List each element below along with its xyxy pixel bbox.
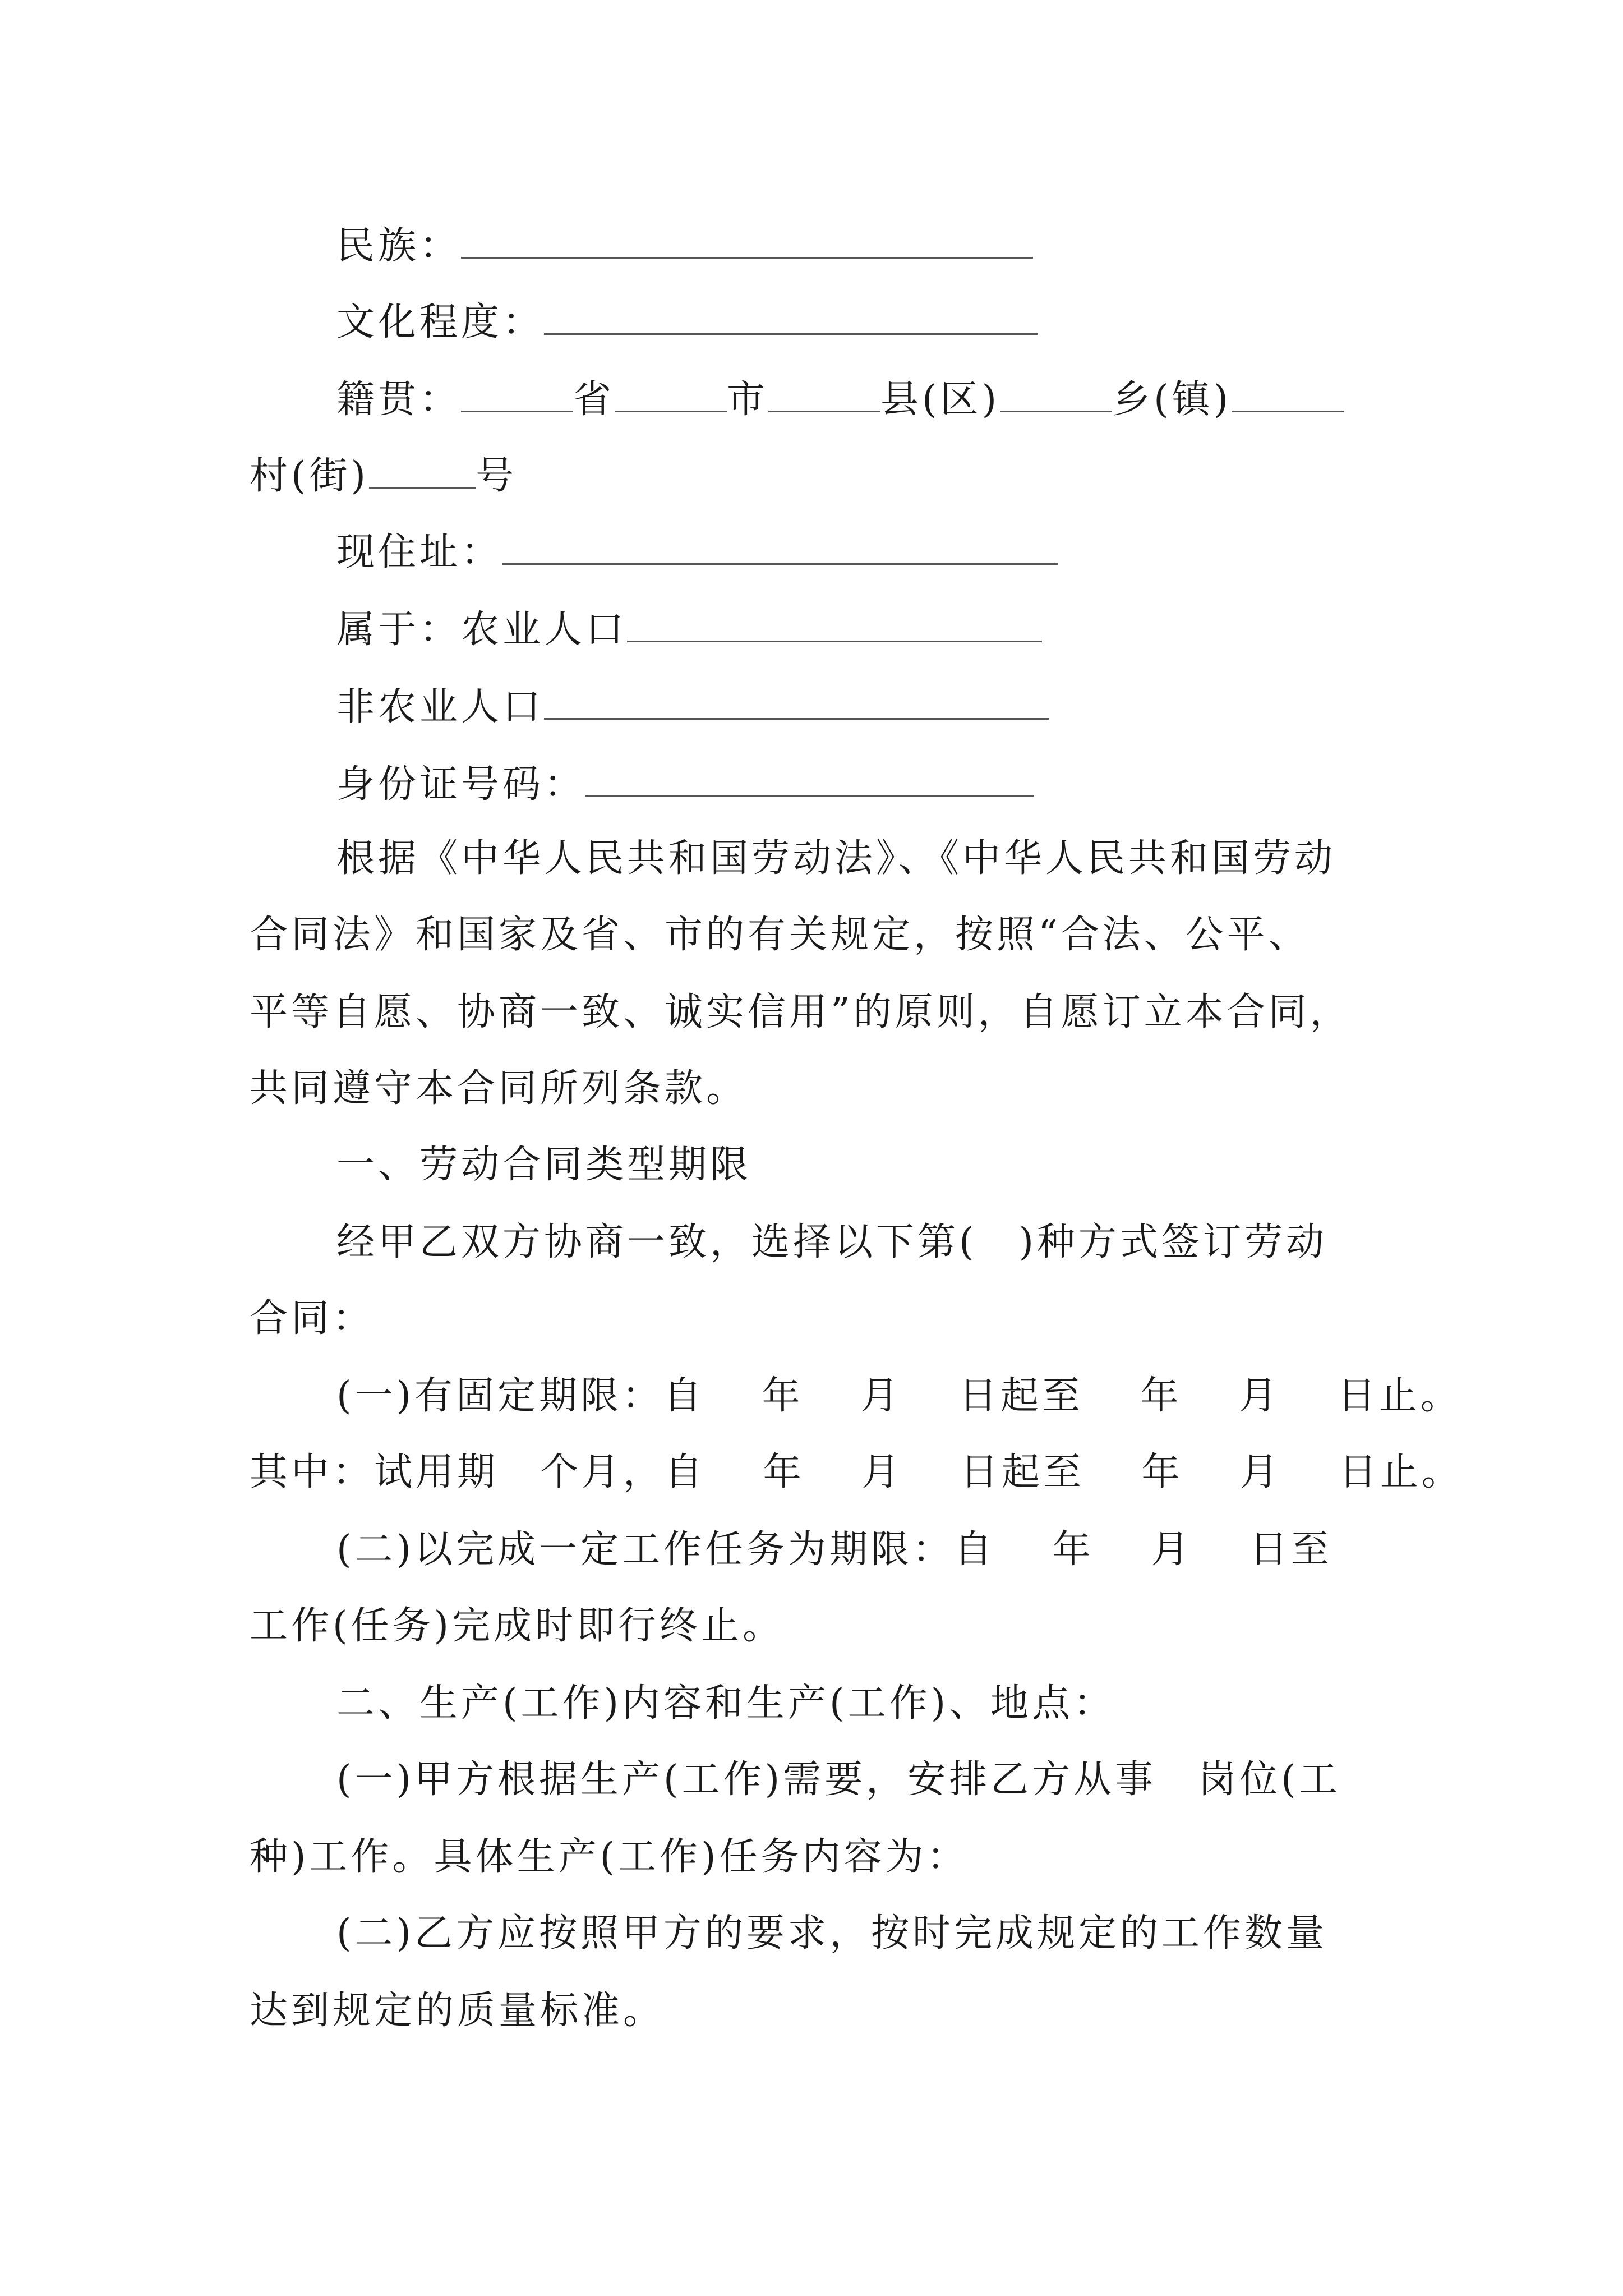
house-number-field[interactable] [369,454,476,489]
section1-item1-line2: 其中：试用期 个月，自 年 月 日起至 年 月 日止。 [250,1450,1463,1494]
section1-p1-line1: 经甲乙双方协商一致，选择以下第( )种方式签订劳动 [336,1220,1328,1264]
province-label: 省 [573,378,615,422]
section1-item1-line1: (一)有固定期限：自 年 月 日起至 年 月 日止。 [336,1374,1462,1418]
address-row [336,531,1058,572]
county-label: 县(区) [880,378,1000,422]
village-field[interactable] [1232,378,1344,412]
section2-heading: 二、生产(工作)内容和生产(工作)、地点： [336,1681,1115,1726]
province-field[interactable] [461,378,573,412]
belongs-row [336,608,1042,652]
education-field[interactable] [544,301,1038,335]
native-place-row [336,378,1344,422]
native-place-row-cont [250,454,518,498]
township-field[interactable] [1000,378,1112,412]
belongs-label: 属于：农业人口 [336,608,628,652]
section2-item1-line2: 种)工作。具体生产(工作)任务内容为： [250,1835,969,1879]
id-label: 身份证号码： [336,762,586,807]
township-label: 乡(镇) [1112,378,1232,422]
intro-line-3: 平等自愿、协商一致、诚实信用”的原则，自愿订立本合同， [250,990,1352,1034]
section1-p1-line2: 合同： [250,1296,375,1341]
native-place-label: 籍贯： [336,378,462,422]
non-agricultural-field[interactable] [544,685,1049,720]
village-label: 村(街) [250,454,370,498]
address-label: 现住址： [336,530,503,574]
id-row [336,762,1034,807]
city-field[interactable] [615,378,727,412]
house-number-label: 号 [476,454,518,498]
section2-item2-line2: 达到规定的质量标准。 [250,1989,665,2033]
id-number-field[interactable] [585,763,1034,797]
intro-line-1: 根据《中华人民共和国劳动法》、《中华人民共和国劳动 [336,836,1336,881]
section1-item2-line1: (二)以完成一定工作任务为期限：自 年 月 日至 [336,1527,1332,1572]
education-label: 文化程度： [336,300,545,344]
agricultural-field[interactable] [627,608,1042,642]
intro-line-4: 共同遵守本合同所列条款。 [250,1066,748,1111]
address-field[interactable] [502,531,1058,565]
county-field[interactable] [768,378,880,412]
ethnicity-field[interactable] [461,224,1033,259]
city-label: 市 [727,378,769,422]
non-agri-row [336,685,1049,729]
non-agri-label: 非农业人口 [336,685,545,729]
section2-item1-line1: (一)甲方根据生产(工作)需要，安排乙方从事 岗位(工 [336,1757,1341,1802]
section1-item2-line2: 工作(任务)完成时即行终止。 [250,1604,785,1648]
education-row [336,301,1038,342]
intro-line-2: 合同法》和国家及省、市的有关规定，按照“合法、公平、 [250,913,1310,957]
section1-heading: 一、劳动合同类型期限 [336,1143,752,1187]
ethnicity-label: 民族： [336,224,462,268]
ethnicity-row [336,224,1033,268]
section2-item2-line1: (二)乙方应按照甲方的要求，按时完成规定的工作数量 [336,1911,1328,1955]
